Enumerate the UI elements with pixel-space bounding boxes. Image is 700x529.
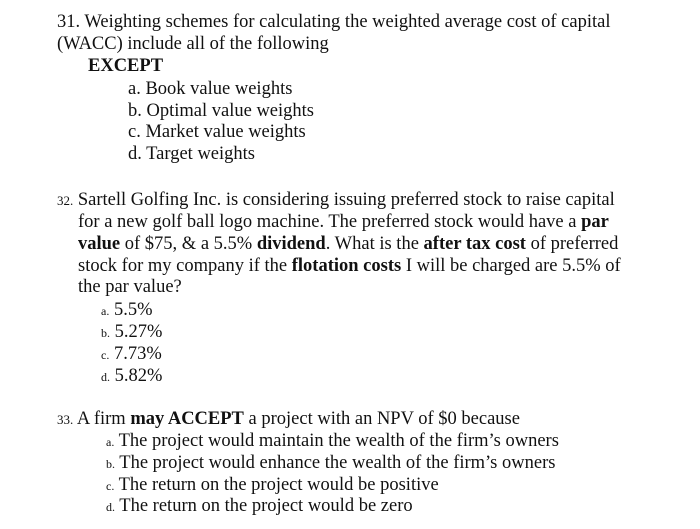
q31-option-b: b. Optimal value weights [128,101,314,121]
q31-except: EXCEPT [88,56,164,76]
q33-option-b: b. The project would enhance the wealth of the firm’s owners [106,453,556,473]
q31-line-2: (WACC) include all of the following [57,34,329,54]
q32-number: 32. [57,193,74,208]
q32-option-b: b. 5.27% [101,322,163,342]
q33-option-d: d. The return on the project would be zero [106,496,413,516]
q32-line-4: stock for my company if the flotation costs I will be charged are 5.5% of [78,256,621,276]
q32-option-d: d. 5.82% [101,366,163,386]
q32-line-1: 32. Sartell Golfing Inc. is considering issuing preferred stock to raise capital [57,190,615,210]
q33-option-c: c. The return on the project would be positive [106,475,439,495]
q32-line-5: the par value? [78,277,182,297]
q33-line-1: 33. A firm may ACCEPT a project with an NPV of $0 because [57,409,520,429]
q32-option-c: c. 7.73% [101,344,162,364]
q32-option-a: a. 5.5% [101,300,153,320]
q31-option-c: c. Market value weights [128,122,306,142]
q32-line-3: value of $75, & a 5.5% dividend. What is the after tax cost of preferred [78,234,619,254]
q31-option-d: d. Target weights [128,144,255,164]
q32-line-2: for a new golf ball logo machine. The preferred stock would have a par [78,212,609,232]
q31-option-a: a. Book value weights [128,79,293,99]
q33-option-a: a. The project would maintain the wealth of the firm’s owners [106,431,559,451]
q33-number: 33. [57,412,74,427]
q31-line-1: 31. Weighting schemes for calculating the weighted average cost of capital [57,12,611,32]
